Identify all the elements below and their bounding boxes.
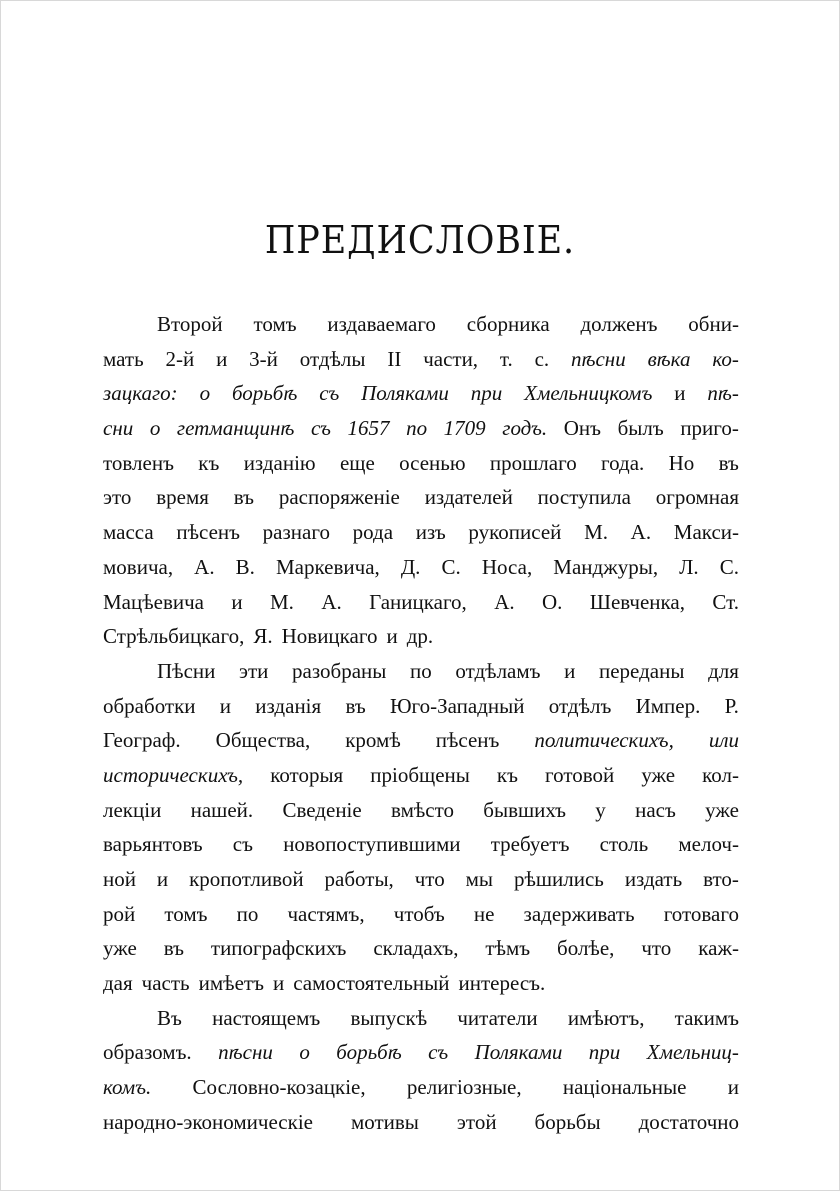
word: томъ bbox=[164, 901, 208, 926]
word: М. bbox=[270, 589, 294, 614]
text-line bbox=[103, 342, 739, 377]
word: отдѣламъ bbox=[455, 658, 541, 683]
word: въ bbox=[345, 693, 366, 718]
word: др. bbox=[406, 624, 434, 649]
word: Шевченка, bbox=[589, 589, 685, 614]
word: Поляками bbox=[474, 1040, 563, 1065]
word: 1709 bbox=[443, 416, 486, 441]
text-line bbox=[103, 1105, 739, 1140]
word: Стрѣльбицкаго, bbox=[103, 624, 245, 649]
paragraph bbox=[103, 307, 739, 654]
word: образомъ. bbox=[103, 1040, 192, 1065]
text-line bbox=[103, 689, 739, 724]
word: частямъ, bbox=[287, 901, 365, 926]
text-line bbox=[103, 654, 739, 689]
word: что bbox=[414, 867, 445, 891]
word: разнаго bbox=[262, 520, 330, 545]
word: изъ bbox=[415, 520, 446, 545]
word: складахъ, bbox=[373, 936, 459, 961]
word: А. bbox=[494, 589, 515, 614]
word: каж- bbox=[698, 936, 739, 961]
word: борьбы bbox=[534, 1109, 601, 1134]
word: при bbox=[470, 381, 503, 406]
word: о bbox=[199, 381, 211, 406]
word: нашей. bbox=[190, 797, 254, 822]
word: и bbox=[216, 346, 228, 371]
word: вмѣсто bbox=[391, 797, 454, 822]
word: приго- bbox=[680, 416, 739, 441]
word: настоящемъ bbox=[212, 1005, 321, 1030]
word: или bbox=[708, 728, 739, 753]
word: и bbox=[219, 693, 232, 718]
word: товленъ bbox=[103, 450, 174, 475]
word: Я. bbox=[253, 624, 273, 649]
word: съ bbox=[232, 832, 253, 857]
word: Юго-Западный bbox=[389, 693, 525, 718]
word: изданія bbox=[255, 693, 322, 718]
word: мы bbox=[465, 867, 494, 891]
word: Р. bbox=[724, 693, 739, 718]
text-line bbox=[103, 1035, 739, 1070]
word: Новицкаго bbox=[281, 624, 378, 649]
word: бывшихъ bbox=[483, 797, 566, 822]
word: читатели bbox=[457, 1005, 538, 1030]
word: въ bbox=[163, 936, 184, 961]
word: дая bbox=[103, 971, 133, 996]
word: работы, bbox=[324, 867, 394, 891]
word: о bbox=[299, 1040, 310, 1065]
word: В. bbox=[235, 554, 255, 579]
word: уже bbox=[705, 797, 739, 822]
word: изданію bbox=[243, 450, 316, 475]
word: варьянтовъ bbox=[103, 832, 203, 857]
word: имѣютъ, bbox=[567, 1005, 645, 1030]
word: имѣетъ bbox=[198, 971, 264, 996]
word: Поляками bbox=[361, 381, 449, 406]
word: Ганицкаго, bbox=[369, 589, 467, 614]
word: не bbox=[473, 901, 495, 926]
word: пріобщены bbox=[370, 762, 470, 787]
word: интересъ. bbox=[458, 971, 546, 996]
word: о bbox=[149, 416, 161, 441]
word: зацкаго: bbox=[103, 381, 178, 406]
word: Манджуры, bbox=[553, 554, 659, 579]
text-line bbox=[103, 515, 739, 550]
word: съ bbox=[319, 381, 340, 406]
word: къ bbox=[496, 762, 518, 787]
text-line bbox=[103, 931, 739, 966]
word: 2-й bbox=[165, 346, 195, 371]
word: и bbox=[564, 658, 576, 683]
word: осенью bbox=[399, 450, 466, 475]
word: и bbox=[272, 971, 285, 996]
word: огромная bbox=[655, 485, 739, 510]
text-line bbox=[103, 827, 739, 862]
word: болѣе, bbox=[557, 936, 615, 961]
text-line bbox=[103, 550, 739, 585]
word: распоряженіе bbox=[278, 485, 400, 510]
word: отдѣлъ bbox=[548, 693, 612, 718]
word: Онъ bbox=[563, 416, 602, 441]
word: это bbox=[103, 485, 132, 510]
word: пѣсни bbox=[218, 1040, 273, 1065]
word: Макси- bbox=[673, 520, 739, 545]
word: кол- bbox=[702, 762, 739, 787]
word: М. bbox=[584, 520, 608, 545]
word: типографскихъ bbox=[210, 936, 347, 961]
text-line bbox=[103, 307, 739, 342]
word: пѣсенъ bbox=[176, 520, 240, 545]
word: что bbox=[641, 936, 672, 961]
word: въ bbox=[718, 450, 739, 475]
word: при bbox=[588, 1040, 621, 1065]
word: С. bbox=[441, 554, 461, 579]
word: къ bbox=[198, 450, 220, 475]
word: уже bbox=[103, 936, 137, 961]
word: еще bbox=[339, 450, 375, 475]
word: рѣшились bbox=[513, 867, 604, 891]
word: Въ bbox=[157, 1005, 182, 1030]
word: кропотливой bbox=[189, 867, 304, 891]
word: прошлаго bbox=[489, 450, 577, 475]
word: Сословно-козацкіе, bbox=[192, 1075, 366, 1100]
word: и bbox=[386, 624, 398, 649]
word: уже bbox=[641, 762, 676, 787]
word: пѣ- bbox=[707, 381, 739, 406]
word: обработки bbox=[103, 693, 196, 718]
text-line bbox=[103, 723, 739, 758]
word: мать bbox=[103, 346, 144, 371]
word: время bbox=[156, 485, 209, 510]
word: Хмельницкомъ bbox=[524, 381, 653, 406]
word: Мацѣевича bbox=[103, 589, 204, 614]
text-line bbox=[103, 376, 739, 411]
word: въ bbox=[233, 485, 255, 510]
word: вто- bbox=[703, 867, 739, 891]
word: былъ bbox=[617, 416, 664, 441]
word: разобраны bbox=[292, 658, 387, 683]
word: сборника bbox=[466, 312, 550, 336]
word: историческихъ, bbox=[103, 762, 244, 787]
word: которыя bbox=[270, 762, 344, 787]
word: готоваго bbox=[663, 901, 739, 926]
word: отдѣлы bbox=[299, 346, 366, 371]
paragraph bbox=[103, 1001, 739, 1140]
word: самостоятельный bbox=[293, 971, 450, 996]
text-line bbox=[103, 619, 739, 654]
text-line bbox=[103, 446, 739, 481]
word: Импер. bbox=[635, 693, 701, 718]
word: Второй bbox=[157, 312, 223, 336]
word: С. bbox=[719, 554, 739, 579]
word: часть bbox=[141, 971, 190, 996]
word: національные bbox=[562, 1075, 687, 1100]
word: и bbox=[156, 867, 169, 891]
word: ной bbox=[103, 867, 136, 891]
word: рода bbox=[352, 520, 394, 545]
preface-body bbox=[103, 307, 739, 1140]
text-line bbox=[103, 758, 739, 793]
word: переданы bbox=[599, 658, 685, 683]
word: А. bbox=[630, 520, 652, 545]
text-line bbox=[103, 1070, 739, 1105]
word: съ bbox=[428, 1040, 449, 1065]
word: съ bbox=[310, 416, 331, 441]
text-line bbox=[103, 966, 739, 1001]
word: томъ bbox=[253, 312, 297, 336]
word: года. bbox=[601, 450, 645, 475]
word: эти bbox=[238, 658, 269, 683]
word: кромѣ bbox=[345, 728, 401, 753]
word: Пѣсни bbox=[157, 658, 216, 683]
word: готовой bbox=[545, 762, 615, 787]
word: 3-й bbox=[249, 346, 278, 371]
text-line bbox=[103, 862, 739, 897]
word: новопоступившими bbox=[283, 832, 461, 857]
word: чтобъ bbox=[393, 901, 445, 926]
word: II bbox=[387, 346, 402, 371]
word: политическихъ, bbox=[534, 728, 674, 753]
word: Д. bbox=[400, 554, 421, 579]
word: годъ. bbox=[502, 416, 548, 441]
paragraph bbox=[103, 654, 739, 1001]
word: по bbox=[236, 901, 259, 926]
word: религіозные, bbox=[406, 1075, 522, 1100]
word: Географ. bbox=[103, 728, 181, 753]
word: тѣмъ bbox=[485, 936, 531, 961]
word: по bbox=[410, 658, 432, 683]
text-line bbox=[103, 1001, 739, 1036]
word: А. bbox=[321, 589, 342, 614]
word: мотивы bbox=[350, 1109, 419, 1134]
word: и bbox=[727, 1075, 739, 1100]
word: борьбѣ bbox=[336, 1040, 402, 1065]
word: обни- bbox=[688, 312, 739, 336]
word: Ст. bbox=[712, 589, 739, 614]
word: издать bbox=[624, 867, 683, 891]
word: сни bbox=[103, 416, 134, 441]
word: Но bbox=[668, 450, 695, 475]
word: Сведеніе bbox=[282, 797, 362, 822]
word: для bbox=[708, 658, 739, 683]
word: части, bbox=[423, 346, 479, 371]
word: с. bbox=[534, 346, 550, 371]
word: такимъ bbox=[674, 1005, 739, 1030]
page-title: ПРЕДИСЛОВІЕ. bbox=[264, 218, 576, 262]
word: и bbox=[674, 381, 686, 406]
word: мелоч- bbox=[678, 832, 739, 857]
word: достаточно bbox=[638, 1109, 739, 1134]
word: выпускѣ bbox=[350, 1005, 428, 1030]
word: издателей bbox=[424, 485, 513, 510]
word: требуетъ bbox=[490, 832, 570, 857]
word: комъ. bbox=[103, 1075, 152, 1100]
word: Хмельниц- bbox=[646, 1040, 739, 1065]
word: мовича, bbox=[103, 554, 174, 579]
word: Носа, bbox=[481, 554, 533, 579]
word: т. bbox=[499, 346, 513, 371]
word: издаваемаго bbox=[327, 312, 436, 336]
word: борьбѣ bbox=[231, 381, 298, 406]
word: ко- bbox=[712, 346, 739, 371]
word: у bbox=[595, 797, 606, 822]
word: Маркевича, bbox=[276, 554, 380, 579]
word: Л. bbox=[679, 554, 699, 579]
word: гетманщинѣ bbox=[176, 416, 295, 441]
word: пѣсенъ bbox=[435, 728, 500, 753]
word: А. bbox=[194, 554, 215, 579]
word: столь bbox=[599, 832, 649, 857]
text-line bbox=[103, 793, 739, 828]
word: 1657 bbox=[347, 416, 390, 441]
word: рукописей bbox=[468, 520, 562, 545]
word: долженъ bbox=[580, 312, 658, 336]
word: насъ bbox=[635, 797, 676, 822]
word: задерживать bbox=[523, 901, 635, 926]
word: поступила bbox=[537, 485, 631, 510]
word: вѣка bbox=[647, 346, 691, 371]
text-line bbox=[103, 897, 739, 932]
word: лекціи bbox=[103, 797, 162, 822]
text-line bbox=[103, 585, 739, 620]
word: пѣсни bbox=[570, 346, 626, 371]
word: и bbox=[231, 589, 243, 614]
text-line bbox=[103, 411, 739, 446]
word: масса bbox=[103, 520, 154, 545]
word: О. bbox=[541, 589, 563, 614]
word: этой bbox=[456, 1109, 497, 1134]
word: рой bbox=[103, 901, 136, 926]
word: Общества, bbox=[215, 728, 311, 753]
text-line bbox=[103, 480, 739, 515]
word: народно-экономическіе bbox=[103, 1109, 313, 1134]
word: по bbox=[406, 416, 428, 441]
